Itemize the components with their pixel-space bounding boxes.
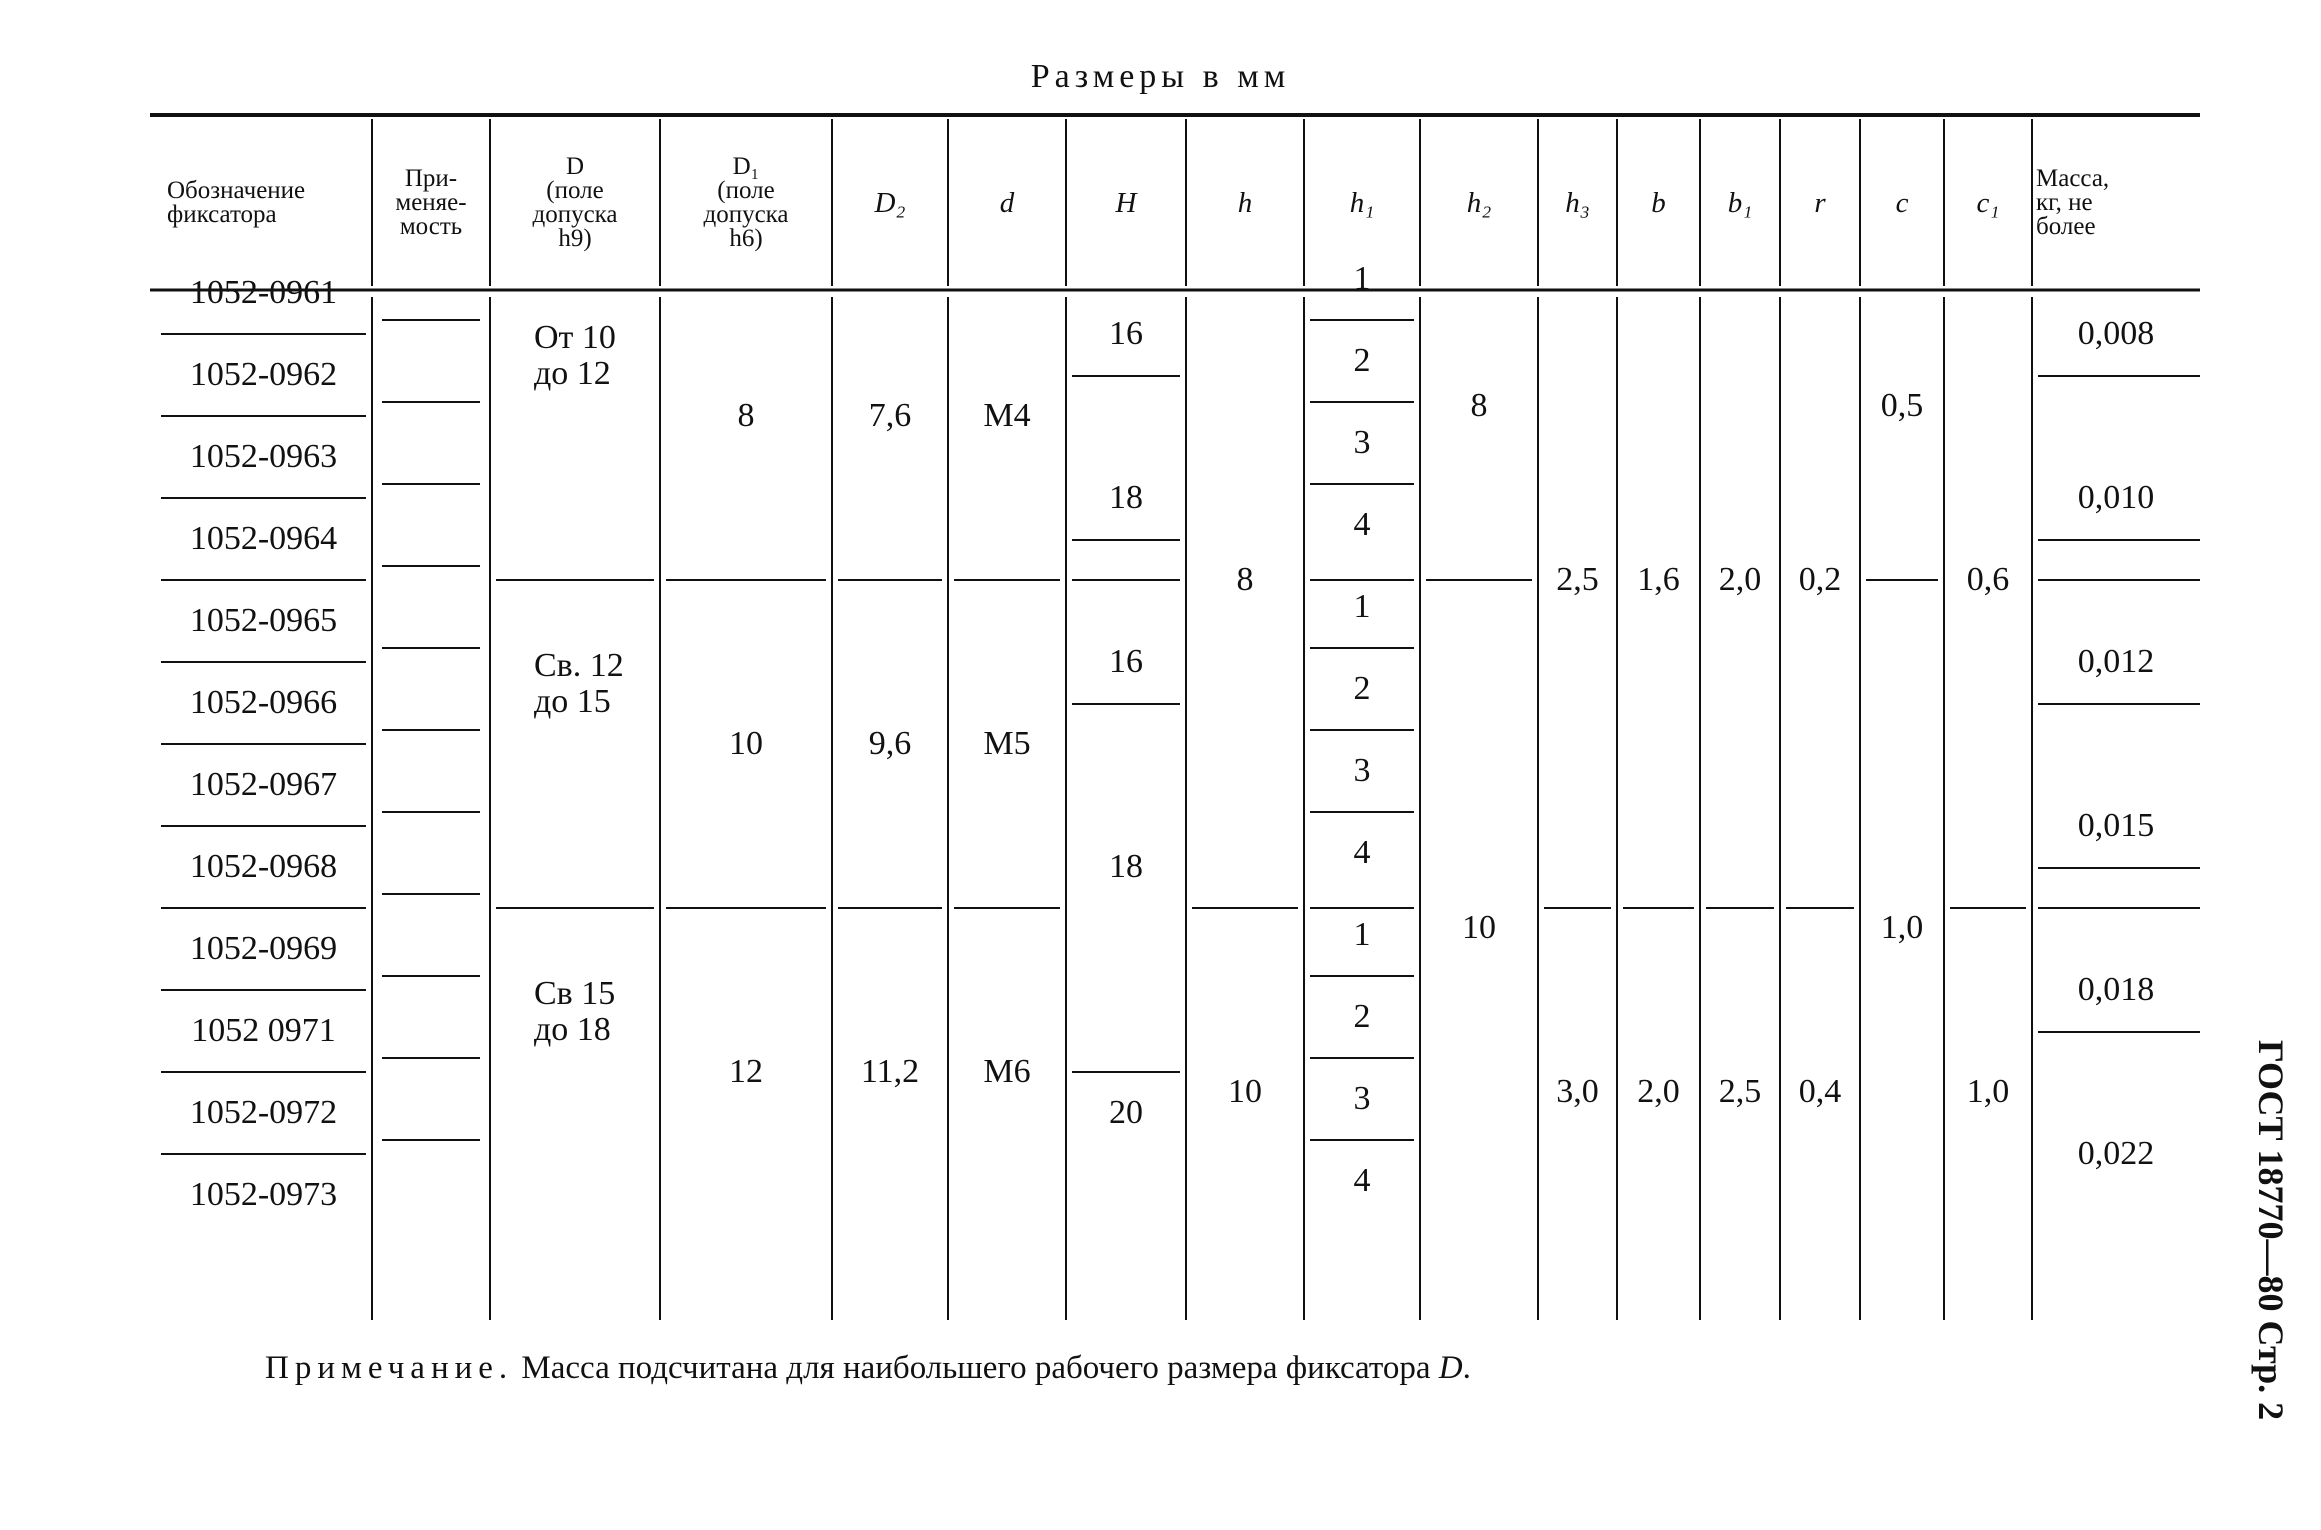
d1-cell: 12 bbox=[729, 1053, 763, 1090]
h1-cell: 3 bbox=[1353, 1080, 1371, 1117]
d1-cell: 8 bbox=[737, 397, 755, 434]
H-cell: 18 bbox=[1109, 848, 1143, 885]
designation-cell: 1052-0973 bbox=[189, 1176, 338, 1213]
h1-cell: 1 bbox=[1353, 588, 1371, 625]
b1-cell: 2,5 bbox=[1718, 1073, 1762, 1110]
footnote-end: . bbox=[1462, 1350, 1471, 1386]
header-h3: h₃ bbox=[1565, 186, 1590, 219]
H-cell: 16 bbox=[1109, 643, 1143, 680]
c-cell: 0,5 bbox=[1880, 387, 1924, 424]
c-cell: 1,0 bbox=[1880, 909, 1924, 946]
designation-cell: 1052-0966 bbox=[189, 684, 338, 721]
designation-cell: 1052-0965 bbox=[189, 602, 338, 639]
header-h: h bbox=[1237, 186, 1253, 219]
header-thread: d bbox=[999, 186, 1015, 219]
b-cell: 2,0 bbox=[1637, 1073, 1680, 1110]
r-cell: 0,4 bbox=[1798, 1073, 1842, 1110]
h3-cell: 2,5 bbox=[1556, 561, 1599, 598]
header-c1: c₁ bbox=[1976, 186, 2000, 219]
designation-cell: 1052-0967 bbox=[189, 766, 338, 803]
mass-cell: 0,018 bbox=[2077, 971, 2155, 1008]
mass-cell: 0,015 bbox=[2077, 807, 2155, 844]
footnote-symbol: D bbox=[1438, 1350, 1463, 1386]
h-cell: 8 bbox=[1236, 561, 1254, 598]
H-cell: 16 bbox=[1109, 315, 1143, 352]
header-H: H bbox=[1115, 186, 1137, 219]
thread-cell: М5 bbox=[983, 725, 1031, 762]
designation-cell: 1052-0962 bbox=[189, 356, 338, 393]
h1-cell: 2 bbox=[1353, 670, 1371, 707]
header-h2: h₂ bbox=[1466, 186, 1492, 219]
h1-cell: 4 bbox=[1353, 834, 1371, 871]
mass-cell: 0,022 bbox=[2077, 1135, 2155, 1172]
b1-cell: 2,0 bbox=[1718, 561, 1762, 598]
h3-cell: 3,0 bbox=[1556, 1073, 1599, 1110]
d2-cell: 7,6 bbox=[868, 397, 912, 434]
standard-page-label: ГОСТ 18770—80 Стр. 2 bbox=[2251, 1040, 2291, 1421]
h1-cell: 1 bbox=[1353, 260, 1371, 297]
b-cell: 1,6 bbox=[1637, 561, 1680, 598]
footnote-lead: Примечание. bbox=[265, 1350, 514, 1386]
d1-cell: 10 bbox=[729, 725, 763, 762]
header-b: b bbox=[1651, 186, 1666, 219]
H-cell: 20 bbox=[1109, 1094, 1143, 1131]
c1-cell: 0,6 bbox=[1966, 561, 2010, 598]
d2-cell: 11,2 bbox=[860, 1053, 920, 1090]
designation-cell: 1052-0968 bbox=[189, 848, 338, 885]
mass-cell: 0,008 bbox=[2077, 315, 2155, 352]
header-h1: h₁ bbox=[1349, 186, 1375, 219]
h1-cell: 4 bbox=[1353, 1162, 1371, 1199]
h1-cell: 4 bbox=[1353, 506, 1371, 543]
header-applicability: При- меняе- мость bbox=[395, 164, 467, 240]
h2-cell: 10 bbox=[1462, 909, 1496, 946]
mass-cell: 0,012 bbox=[2077, 643, 2155, 680]
designation-cell: 1052-0964 bbox=[189, 520, 338, 557]
r-cell: 0,2 bbox=[1798, 561, 1842, 598]
footnote-text: Масса подсчитана для наибольшего рабочего размера фиксатора bbox=[513, 1350, 1439, 1386]
header-b1: b₁ bbox=[1727, 186, 1753, 219]
units-caption: Размеры в мм bbox=[1030, 58, 1291, 95]
designation-cell: 1052-0969 bbox=[189, 930, 338, 967]
designation-cell: 1052-0972 bbox=[189, 1094, 338, 1131]
h2-cell: 8 bbox=[1470, 387, 1488, 424]
header-r: r bbox=[1814, 186, 1826, 219]
designation-cell: 1052-0963 bbox=[189, 438, 338, 475]
h1-cell: 1 bbox=[1353, 916, 1371, 953]
d2-cell: 9,6 bbox=[868, 725, 912, 762]
header-D2: D₂ bbox=[874, 186, 906, 219]
d-range-cell: От 10 до 12 bbox=[534, 319, 616, 392]
header-c: c bbox=[1895, 186, 1909, 219]
c1-cell: 1,0 bbox=[1966, 1073, 2010, 1110]
h1-cell: 2 bbox=[1353, 342, 1371, 379]
mass-cell: 0,010 bbox=[2077, 479, 2155, 516]
h1-cell: 2 bbox=[1353, 998, 1371, 1035]
h1-cell: 3 bbox=[1353, 752, 1371, 789]
thread-cell: М6 bbox=[983, 1053, 1031, 1090]
footnote bbox=[265, 1350, 1471, 1387]
d-range-cell: Св 15 до 18 bbox=[534, 975, 616, 1048]
H-cell: 18 bbox=[1109, 479, 1143, 516]
header-designation: Обозначение фиксатора bbox=[167, 176, 306, 228]
header-D: D (поле допуска h9) bbox=[532, 152, 618, 252]
designation-cell: 1052 0971 bbox=[191, 1012, 336, 1049]
designation-cell: 1052-0961 bbox=[189, 274, 338, 311]
h1-cell: 3 bbox=[1353, 424, 1371, 461]
d-range-cell: Св. 12 до 15 bbox=[534, 647, 624, 720]
header-mass: Масса, кг, не более bbox=[2036, 164, 2110, 240]
header-D1: D₁ (поле допуска h6) bbox=[703, 152, 789, 252]
h-cell: 10 bbox=[1228, 1073, 1262, 1110]
thread-cell: М4 bbox=[983, 397, 1031, 434]
